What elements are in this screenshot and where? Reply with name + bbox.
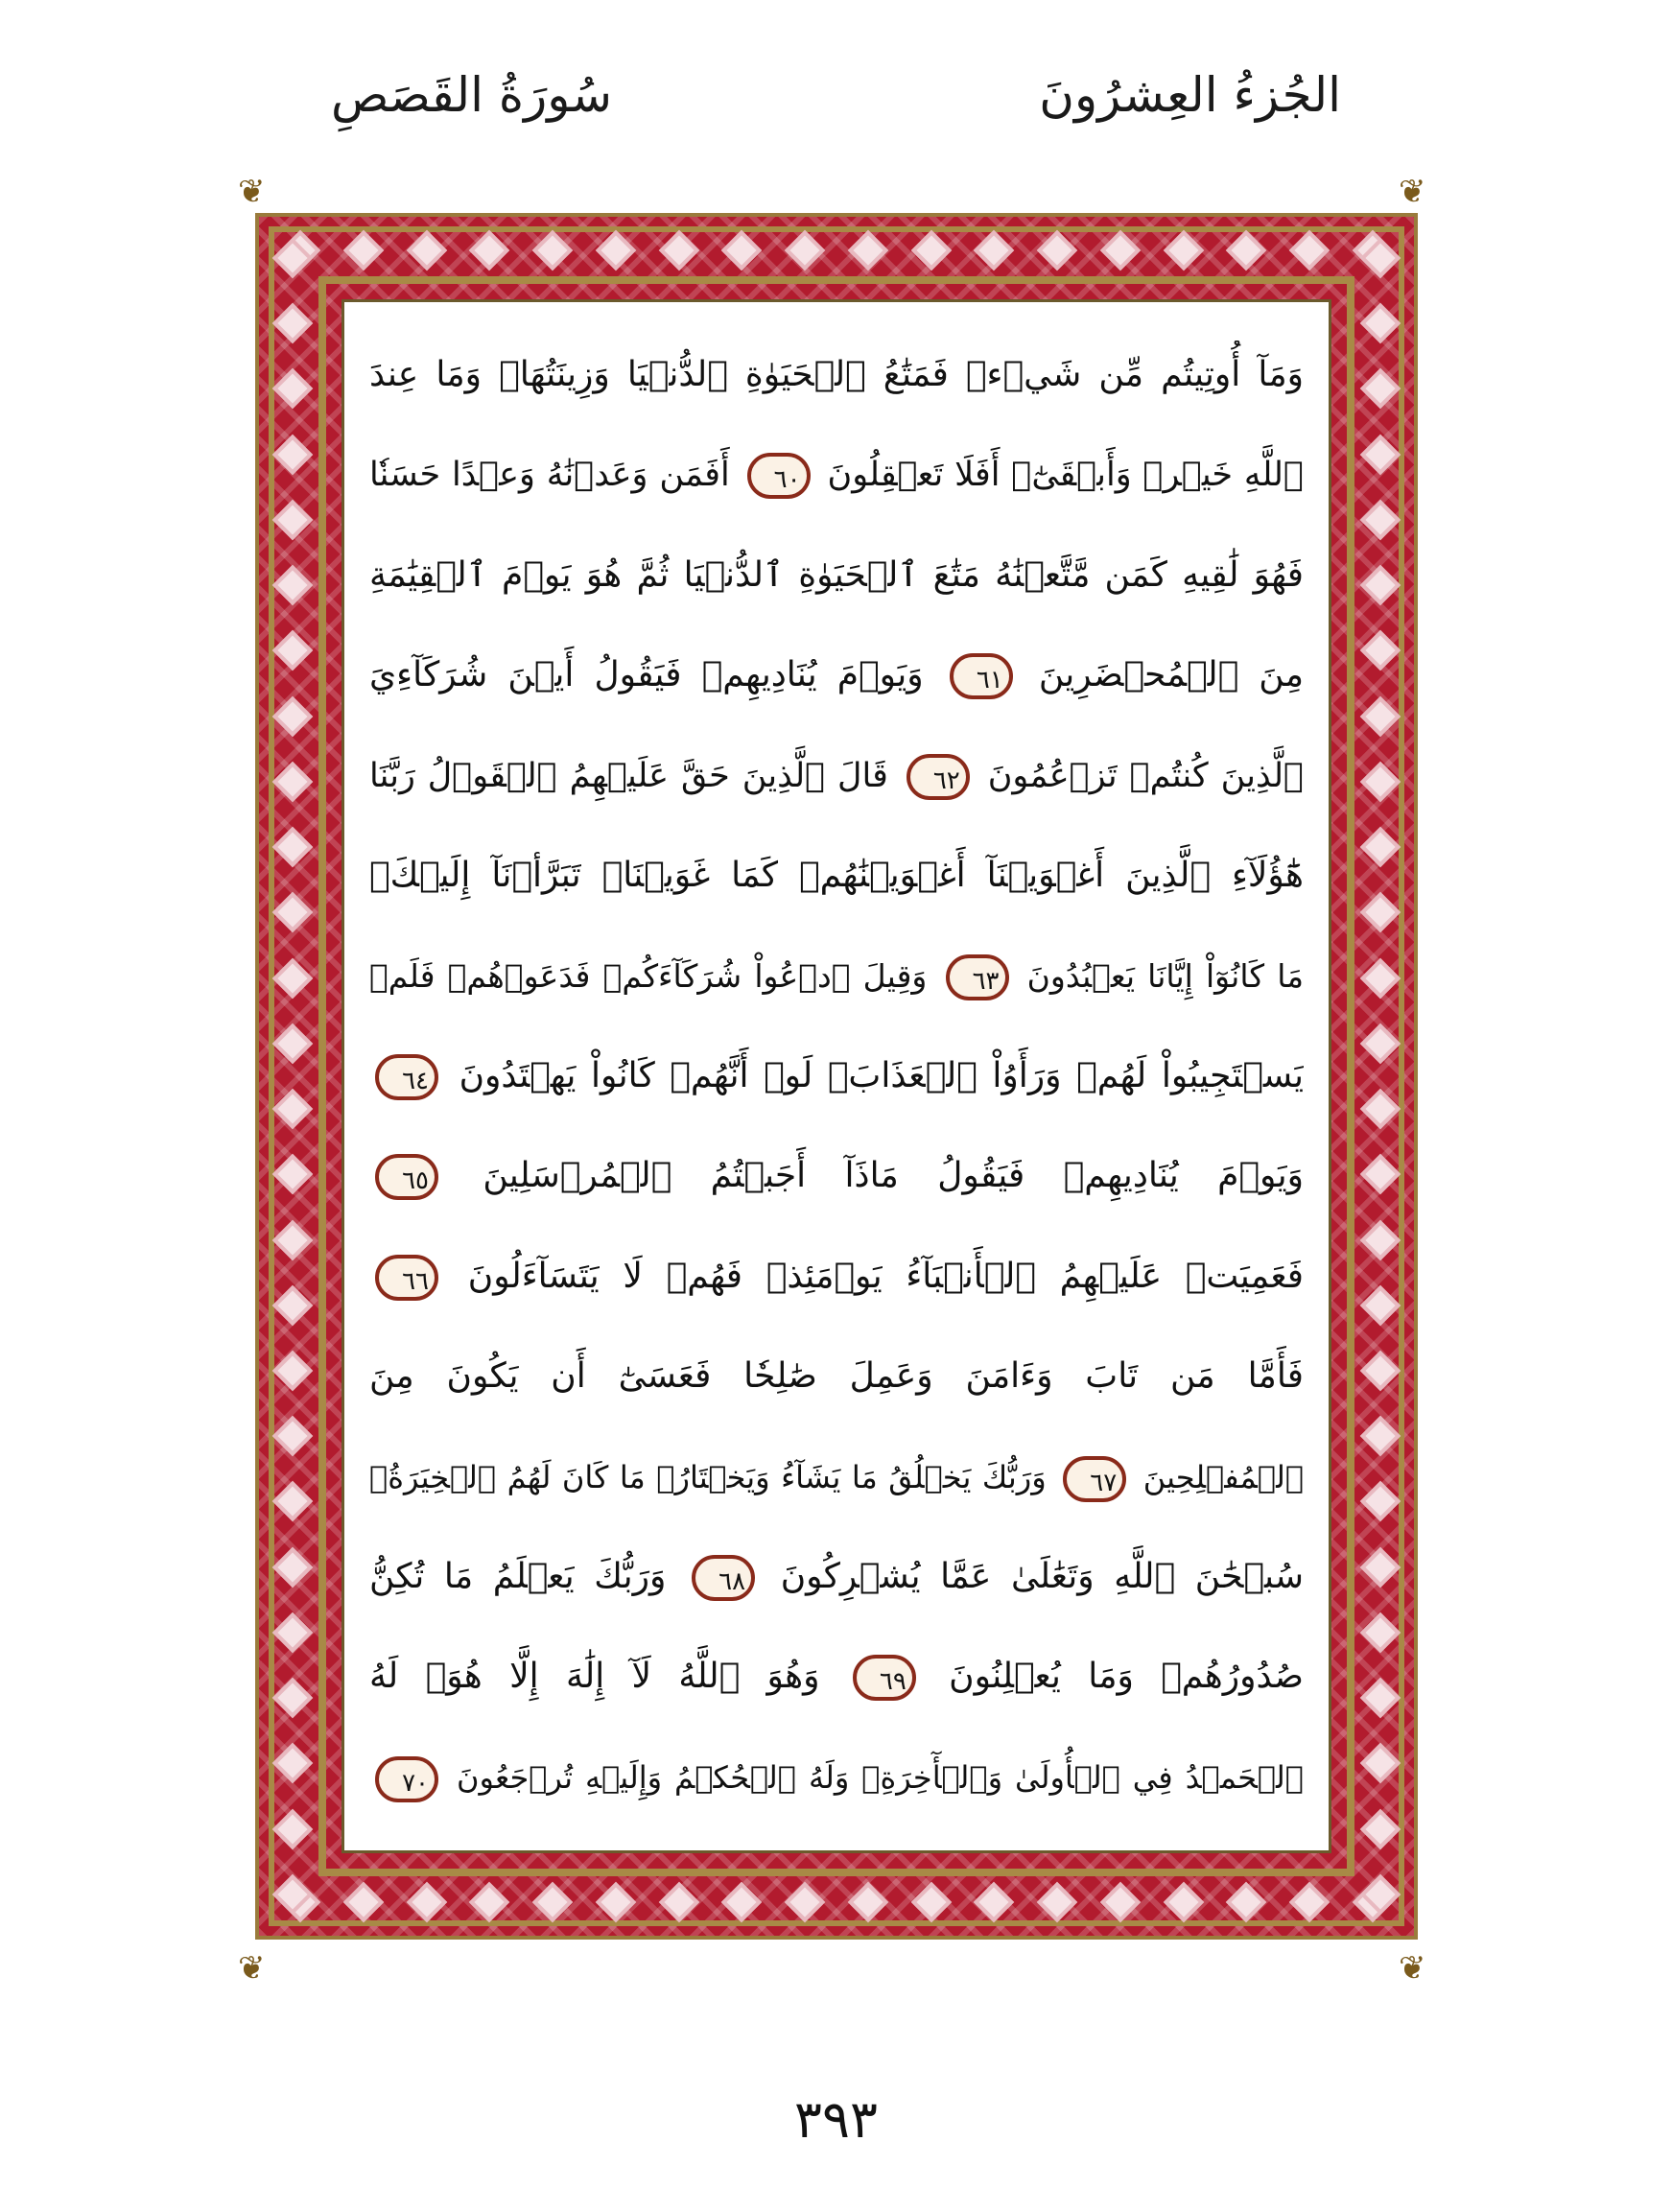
floral-ornament-icon	[272, 892, 313, 932]
verse-text: وَرَبُّكَ يَخۡلُقُ مَا يَشَآءُ وَيَخۡتَارُۗ مَا كَانَ لَهُمُ ٱلۡخِيَرَةُۚ	[369, 1458, 1047, 1495]
corner-flourish-icon: ❦	[238, 173, 266, 211]
floral-ornament-icon	[272, 1546, 313, 1587]
floral-ornament-icon	[910, 1882, 951, 1922]
surah-title: سُورَةُ القَصَصِ	[331, 67, 612, 123]
floral-ornament-icon	[785, 1882, 825, 1922]
verse-line	[369, 1443, 1304, 1512]
floral-ornament-icon	[1226, 230, 1266, 271]
verse-number-marker: ٦٢	[907, 754, 970, 800]
floral-ornament-icon	[1353, 230, 1393, 271]
floral-ornament-icon	[1163, 1882, 1203, 1922]
floral-ornament-icon	[272, 1416, 313, 1456]
floral-ornament-icon	[974, 230, 1014, 271]
juz-title: الجُزءُ العِشرُونَ	[1039, 67, 1341, 123]
verse-text: فَهُوَ لَٰقِيهِ كَمَن مَّتَّعۡنَٰهُ مَتَٰعَ ٱلۡحَيَوٰةِ ٱلدُّنۡيَا ثُمَّ هُوَ يَوۡمَ ٱلۡقِيَٰمَةِ	[369, 554, 1304, 595]
floral-ornament-icon	[1289, 1882, 1330, 1922]
floral-ornament-icon	[1360, 1481, 1401, 1521]
floral-ornament-icon	[1360, 1678, 1401, 1718]
floral-ornament-icon	[1360, 1089, 1401, 1129]
frame-right-ornaments	[1366, 244, 1395, 1909]
floral-ornament-icon	[721, 230, 762, 271]
floral-ornament-icon	[272, 565, 313, 605]
verse-line	[369, 641, 1304, 710]
floral-ornament-icon	[272, 1285, 313, 1326]
floral-ornament-icon	[1360, 957, 1401, 998]
verse-text: سُبۡحَٰنَ ٱللَّهِ وَتَعَٰلَىٰ عَمَّا يُشۡرِكُونَ	[780, 1557, 1304, 1597]
floral-ornament-icon	[1360, 1154, 1401, 1194]
floral-ornament-icon	[1360, 1808, 1401, 1848]
verse-line	[369, 741, 1304, 811]
floral-ornament-icon	[1360, 238, 1401, 278]
verse-number-marker: ٦٨	[692, 1555, 755, 1601]
verse-number-marker: ٦٣	[946, 954, 1009, 1000]
floral-ornament-icon	[272, 303, 313, 343]
floral-ornament-icon	[974, 1882, 1014, 1922]
verse-text: ٱللَّهِ خَيۡرٞ وَأَبۡقَىٰٓۚ أَفَلَا تَعۡقِلُونَ	[827, 456, 1304, 495]
page-header	[331, 67, 1341, 144]
floral-ornament-icon	[272, 1154, 313, 1194]
verse-text: هَٰٓؤُلَآءِ ٱلَّذِينَ أَغۡوَيۡنَآ أَغۡوَيۡنَٰهُمۡ كَمَا غَوَيۡنَاۖ تَبَرَّأۡنَآ إِلَيۡكَۖ	[369, 856, 1304, 896]
floral-ornament-icon	[1360, 1351, 1401, 1391]
verse-text: ٱلۡمُفۡلِحِينَ	[1142, 1458, 1304, 1495]
floral-ornament-icon	[272, 1743, 313, 1783]
floral-ornament-icon	[532, 230, 573, 271]
corner-flourish-icon: ❦	[1399, 1949, 1426, 1988]
floral-ornament-icon	[272, 1219, 313, 1259]
verse-number-marker: ٦٤	[375, 1054, 438, 1100]
floral-ornament-icon	[272, 762, 313, 802]
verse-text: وَرَبُّكَ يَعۡلَمُ مَا تُكِنُّ	[369, 1557, 667, 1597]
floral-ornament-icon	[1360, 1416, 1401, 1456]
floral-ornament-icon	[272, 1024, 313, 1064]
page-number: ٣٩٣	[793, 2089, 878, 2150]
verse-text: مَا كَانُوٓاْ إِيَّانَا يَعۡبُدُونَ	[1026, 956, 1304, 995]
floral-ornament-icon	[272, 368, 313, 409]
floral-ornament-icon	[1037, 1882, 1077, 1922]
floral-ornament-icon	[272, 1481, 313, 1521]
floral-ornament-icon	[1360, 892, 1401, 932]
verse-number-marker: ٦٧	[1063, 1456, 1126, 1502]
corner-flourish-icon: ❦	[1399, 173, 1426, 211]
floral-ornament-icon	[469, 230, 509, 271]
verse-number-marker: ٧٠	[375, 1756, 438, 1802]
floral-ornament-icon	[1360, 630, 1401, 671]
floral-ornament-icon	[272, 957, 313, 998]
floral-ornament-icon	[272, 1808, 313, 1848]
frame-bottom-ornaments	[286, 1888, 1387, 1917]
floral-ornament-icon	[272, 1089, 313, 1129]
floral-ornament-icon	[1360, 1219, 1401, 1259]
floral-ornament-icon	[1037, 230, 1077, 271]
floral-ornament-icon	[848, 230, 888, 271]
verse-text: يَسۡتَجِيبُواْ لَهُمۡ وَرَأَوُاْ ٱلۡعَذَابَۚ لَوۡ أَنَّهُمۡ كَانُواْ يَهۡتَدُونَ	[459, 1055, 1304, 1095]
floral-ornament-icon	[280, 1882, 320, 1922]
floral-ornament-icon	[1163, 230, 1203, 271]
verse-number-marker: ٦٠	[747, 453, 811, 499]
verse-text: ٱلَّذِينَ كُنتُمۡ تَزۡعُمُونَ	[987, 756, 1304, 795]
floral-ornament-icon	[1226, 1882, 1266, 1922]
floral-ornament-icon	[1100, 1882, 1141, 1922]
floral-ornament-icon	[272, 827, 313, 867]
verse-line	[369, 1542, 1304, 1612]
floral-ornament-icon	[272, 500, 313, 540]
floral-ornament-icon	[1360, 695, 1401, 736]
floral-ornament-icon	[596, 1882, 636, 1922]
floral-ornament-icon	[1360, 762, 1401, 802]
verse-line	[369, 440, 1304, 509]
verse-text: وَمَآ أُوتِيتُم مِّن شَيۡءٖ فَمَتَٰعُ ٱلۡحَيَوٰةِ ٱلدُّنۡيَا وَزِينَتُهَاۚ وَمَا عِندَ	[369, 355, 1304, 394]
floral-ornament-icon	[1360, 827, 1401, 867]
floral-ornament-icon	[1360, 1546, 1401, 1587]
floral-ornament-icon	[406, 230, 446, 271]
verse-text: قَالَ ٱلَّذِينَ حَقَّ عَلَيۡهِمُ ٱلۡقَوۡلُ رَبَّنَا	[369, 756, 888, 795]
floral-ornament-icon	[343, 1882, 384, 1922]
verse-line	[369, 942, 1304, 1011]
floral-ornament-icon	[272, 1351, 313, 1391]
verse-line	[369, 1042, 1304, 1111]
floral-ornament-icon	[1360, 1024, 1401, 1064]
floral-ornament-icon	[532, 1882, 573, 1922]
floral-ornament-icon	[406, 1882, 446, 1922]
floral-ornament-icon	[1353, 1882, 1393, 1922]
floral-ornament-icon	[1289, 230, 1330, 271]
verse-line	[369, 1242, 1304, 1311]
verse-line	[369, 841, 1304, 910]
verse-text: صُدُورُهُمۡ وَمَا يُعۡلِنُونَ	[949, 1657, 1304, 1697]
floral-ornament-icon	[1360, 434, 1401, 474]
floral-ornament-icon	[272, 695, 313, 736]
floral-ornament-icon	[469, 1882, 509, 1922]
verse-number-marker: ٦٥	[375, 1154, 438, 1200]
frame-top-ornaments	[286, 236, 1387, 265]
floral-ornament-icon	[1360, 1874, 1401, 1915]
floral-ornament-icon	[1360, 303, 1401, 343]
floral-ornament-icon	[910, 230, 951, 271]
verse-text: وَهُوَ ٱللَّهُ لَآ إِلَٰهَ إِلَّا هُوَۖ لَهُ	[369, 1657, 820, 1697]
floral-ornament-icon	[1360, 500, 1401, 540]
verse-text: مِنَ ٱلۡمُحۡضَرِينَ	[1038, 655, 1304, 695]
verse-line	[369, 1342, 1304, 1411]
verse-number-marker: ٦١	[950, 653, 1013, 699]
verse-text: فَعَمِيَتۡ عَلَيۡهِمُ ٱلۡأَنۢبَآءُ يَوۡمَئِذٖ فَهُمۡ لَا يَتَسَآءَلُونَ	[467, 1256, 1304, 1296]
floral-ornament-icon	[658, 230, 698, 271]
verse-text: فَأَمَّا مَن تَابَ وَءَامَنَ وَعَمِلَ صَٰلِحٗا فَعَسَىٰٓ أَن يَكُونَ مِنَ	[369, 1356, 1304, 1397]
verse-line	[369, 1642, 1304, 1711]
verse-text: وَقِيلَ ٱدۡعُواْ شُرَكَآءَكُمۡ فَدَعَوۡهُمۡ فَلَمۡ	[369, 956, 928, 995]
verse-text: ٱلۡحَمۡدُ فِي ٱلۡأُولَىٰ وَٱلۡأٓخِرَةِۖ وَلَهُ ٱلۡحُكۡمُ وَإِلَيۡهِ تُرۡجَعُونَ	[456, 1758, 1304, 1796]
verse-number-marker: ٦٩	[853, 1655, 916, 1701]
floral-ornament-icon	[721, 1882, 762, 1922]
verse-line	[369, 1141, 1304, 1211]
floral-ornament-icon	[272, 1612, 313, 1653]
ornamental-frame	[255, 213, 1418, 1940]
floral-ornament-icon	[1360, 368, 1401, 409]
verse-line	[369, 1743, 1304, 1812]
floral-ornament-icon	[272, 630, 313, 671]
floral-ornament-icon	[658, 1882, 698, 1922]
floral-ornament-icon	[272, 1678, 313, 1718]
quran-text-panel	[341, 299, 1331, 1853]
verse-line	[369, 341, 1304, 410]
verse-text: وَيَوۡمَ يُنَادِيهِمۡ فَيَقُولُ أَيۡنَ شُرَكَآءِيَ	[369, 655, 924, 695]
floral-ornament-icon	[1360, 1285, 1401, 1326]
verse-text: وَيَوۡمَ يُنَادِيهِمۡ فَيَقُولُ مَاذَآ أَجَبۡتُمُ ٱلۡمُرۡسَلِينَ	[483, 1156, 1304, 1196]
floral-ornament-icon	[272, 434, 313, 474]
corner-flourish-icon: ❦	[238, 1949, 266, 1988]
verse-number-marker: ٦٦	[375, 1255, 438, 1301]
floral-ornament-icon	[343, 230, 384, 271]
floral-ornament-icon	[280, 230, 320, 271]
floral-ornament-icon	[1360, 565, 1401, 605]
floral-ornament-icon	[785, 230, 825, 271]
floral-ornament-icon	[596, 230, 636, 271]
verse-text: أَفَمَن وَعَدۡنَٰهُ وَعۡدًا حَسَنٗا	[369, 456, 730, 495]
floral-ornament-icon	[272, 238, 313, 278]
verse-line	[369, 541, 1304, 610]
floral-ornament-icon	[272, 1874, 313, 1915]
floral-ornament-icon	[1360, 1743, 1401, 1783]
floral-ornament-icon	[848, 1882, 888, 1922]
floral-ornament-icon	[1100, 230, 1141, 271]
floral-ornament-icon	[1360, 1612, 1401, 1653]
frame-left-ornaments	[278, 244, 307, 1909]
